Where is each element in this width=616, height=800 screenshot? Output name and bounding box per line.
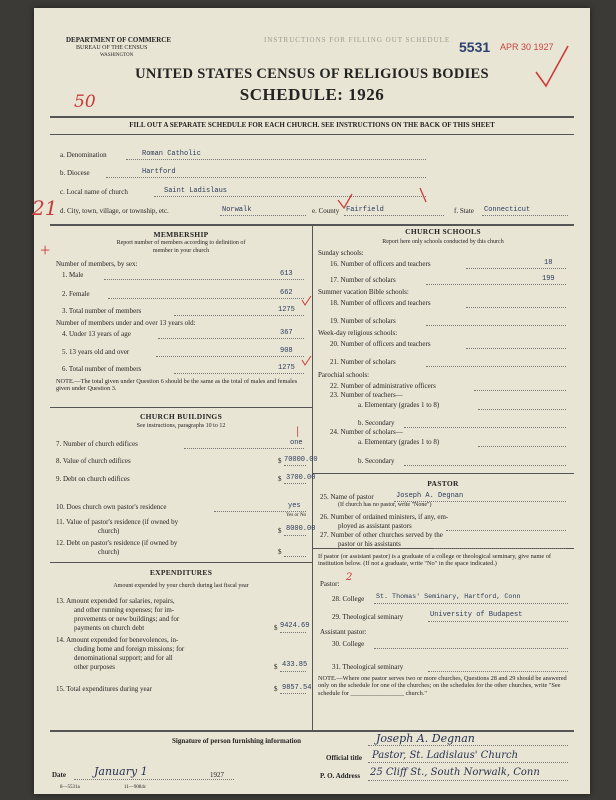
q29-label: 29. Theological seminary	[332, 613, 404, 621]
q14-value[interactable]: 433.85	[282, 661, 308, 669]
dept-name: DEPARTMENT OF COMMERCE	[66, 36, 172, 44]
q3-total-value[interactable]: 1275	[278, 306, 295, 314]
check-marks-icon	[300, 294, 314, 374]
q4-label: 4. Under 13 years of age	[62, 330, 131, 338]
q31-label: 31. Theological seminary	[332, 663, 404, 671]
margin-note-21: 21	[32, 196, 58, 220]
dollar-sign: $	[274, 663, 278, 671]
signature-label: Signature of person furnishing information	[172, 737, 301, 745]
q19-label: 19. Number of scholars	[330, 317, 396, 325]
q25-label: 25. Name of pastor	[320, 493, 374, 501]
q13-label-3: provements or new buildings; and for	[74, 615, 180, 623]
denomination-label: a. Denomination	[60, 151, 107, 159]
membership-title: MEMBERSHIP	[153, 230, 209, 239]
q2-label: 2. Female	[62, 290, 90, 298]
sunday-schools-label: Sunday schools:	[318, 249, 364, 257]
q15-value[interactable]: 9857.54	[282, 684, 312, 692]
state-label: f. State	[454, 207, 474, 215]
pastor-note: NOTE.—Where one pastor serves two or more churches, Questions 28 and 29 should be answered only on the schedule for one of the churches; on the schedules for the other churches, write "See schedule for _________________ church."	[318, 675, 567, 697]
q6-total-value[interactable]: 1275	[278, 364, 295, 372]
dollar-sign: $	[278, 475, 282, 483]
q14-label-2: cluding home and foreign missions; for	[74, 645, 185, 653]
q1-label: 1. Male	[62, 271, 84, 279]
check-marks-icon: 2	[346, 572, 353, 583]
pastor-title: PASTOR	[427, 479, 459, 488]
form-title: UNITED STATES CENSUS OF RELIGIOUS BODIES	[135, 66, 489, 82]
q24a-label: a. Elementary (grades 1 to 8)	[358, 438, 440, 446]
q3-label: 3. Total number of members	[62, 307, 142, 315]
q5-label: 5. 13 years old and over	[62, 348, 130, 356]
official-title-label: Official title	[326, 754, 362, 762]
county-label: e. County	[312, 207, 340, 215]
form-subtitle: SCHEDULE: 1926	[239, 85, 385, 104]
q27-label: 27. Number of other churches served by the	[320, 531, 443, 539]
q7-label: 7. Number of church edifices	[56, 440, 138, 448]
q30-label: 30. College	[332, 640, 365, 648]
expenditures-title: EXPENDITURES	[149, 568, 213, 577]
q24-label: 24. Number of scholars—	[330, 428, 403, 436]
q23b-label: b. Secondary	[358, 419, 395, 427]
denomination-value[interactable]: Roman Catholic	[142, 150, 201, 158]
q11-label: 11. Value of pastor's residence (if owned by	[56, 518, 179, 526]
membership-note: NOTE.—The total given under Question 6 should be the same as the total of males and females given under Question 3.	[56, 378, 298, 393]
ghost-text: INSTRUCTIONS FOR FILLING OUT SCHEDULE	[264, 36, 451, 44]
q4-under13-value[interactable]: 367	[280, 329, 293, 337]
signature-value[interactable]: Joseph A. Degnan	[376, 732, 475, 745]
q12-label-2: church)	[98, 548, 120, 556]
q20-label: 20. Number of officers and teachers	[330, 340, 431, 348]
print-number: 11—9084c	[124, 785, 147, 790]
q8-label: 8. Value of church edifices	[56, 457, 131, 465]
q13-label-4: payments on church debt	[74, 624, 145, 632]
city-label: d. City, town, village, or township, etc.	[60, 207, 169, 215]
official-title-value[interactable]: Pastor, St. Ladislaus' Church	[372, 750, 519, 761]
check-marks-icon	[334, 186, 444, 214]
pastor-seminary-value[interactable]: University of Budapest	[430, 611, 523, 619]
received-stamp: APR 30 1927	[500, 42, 554, 52]
schools-title: CHURCH SCHOOLS	[405, 227, 481, 236]
expenditures-intro: Amount expended by your church during last fiscal year	[113, 583, 249, 589]
q13-label: 13. Amount expended for salaries, repairs,	[56, 597, 175, 605]
q7-edifices-value[interactable]: one	[290, 439, 303, 447]
buildings-title: CHURCH BUILDINGS	[139, 412, 223, 421]
q2-female-value[interactable]: 662	[280, 289, 293, 297]
state-value[interactable]: Connecticut	[484, 206, 531, 214]
summer-schools-label: Summer vacation Bible schools:	[318, 288, 409, 296]
date-value[interactable]: January 1	[94, 765, 148, 778]
q6-label: 6. Total number of members	[62, 365, 142, 373]
q14-label-4: other purposes	[74, 663, 116, 671]
q15-label: 15. Total expenditures during year	[56, 685, 152, 693]
date-label: Date	[52, 771, 66, 779]
dollar-sign: $	[274, 624, 278, 632]
pastor-name-value[interactable]: Joseph A. Degnan	[396, 492, 464, 500]
buildings-intro: See instructions, paragraphs 10 to 12	[136, 423, 226, 429]
separate-schedule-instruction: FILL OUT A SEPARATE SCHEDULE FOR EACH CHURCH. SEE INSTRUCTIONS ON THE BACK OF THIS SHEET	[129, 121, 495, 129]
bureau-name: BUREAU OF THE CENSUS	[76, 45, 148, 51]
pastor-college-value[interactable]: St. Thomas' Seminary, Hartford, Conn	[376, 593, 521, 601]
q10-value[interactable]: yes	[288, 502, 301, 510]
parochial-schools-label: Parochial schools:	[318, 371, 370, 379]
dollar-sign: $	[278, 548, 282, 556]
under-over-label: Number of members under and over 13 years old:	[56, 319, 196, 327]
graduate-instruction: If pastor (or assistant pastor) is a graduate of a college or theological seminary, give name of institution below. (If not a graduate, write "No" in the space indicated.)	[318, 553, 552, 568]
q9-label: 9. Debt on church edifices	[56, 475, 130, 483]
q13-value[interactable]: 9424.69	[280, 622, 310, 630]
q16-label: 16. Number of officers and teachers	[330, 260, 431, 268]
dollar-sign: $	[278, 527, 282, 535]
q12-label: 12. Debt on pastor's residence (if owned by	[56, 539, 178, 547]
local-name-label: c. Local name of church	[60, 188, 128, 196]
q5-over13-value[interactable]: 908	[280, 347, 293, 355]
dollar-sign: $	[274, 685, 278, 693]
q13-label-2: and other running expenses; for im-	[74, 606, 175, 614]
county-value[interactable]: Fairfield	[346, 206, 384, 214]
diocese-label: b. Diocese	[60, 169, 90, 177]
q9-value[interactable]: 3700.00	[286, 474, 316, 482]
q17-label: 17. Number of scholars	[330, 276, 396, 284]
q14-label: 14. Amount expended for benevolences, in-	[56, 636, 179, 644]
po-address-label: P. O. Address	[320, 772, 361, 780]
diocese-value[interactable]: Hartford	[142, 168, 176, 176]
membership-intro: Report number of members according to definition of	[116, 240, 246, 246]
q11-value[interactable]: 8000.00	[286, 525, 316, 533]
q17-value[interactable]: 199	[542, 275, 555, 283]
q22-label: 22. Number of administrative officers	[330, 382, 436, 390]
q8-value[interactable]: 70000.00	[284, 456, 318, 464]
check-marks-icon: |	[296, 426, 300, 437]
dollar-sign: $	[278, 457, 282, 465]
q26-label-2: ployed as assistant pastors	[338, 522, 412, 530]
form-number: 8—5531a	[60, 785, 80, 790]
pastor-name-hint: (If church has no pastor, write "None")	[338, 502, 432, 508]
schools-intro: Report here only schools conducted by this church	[382, 239, 504, 245]
q16-value[interactable]: 18	[544, 259, 553, 267]
stamp-number: 5531	[459, 39, 491, 55]
q14-label-3: denominational support; and for all	[74, 654, 173, 662]
q18-label: 18. Number of officers and teachers	[330, 299, 431, 307]
q1-male-value[interactable]: 613	[280, 270, 293, 278]
q23-label: 23. Number of teachers—	[330, 391, 403, 399]
q26-label: 26. Number of ordained ministers, if any, em-	[320, 513, 449, 521]
q11-label-2: church)	[98, 527, 120, 535]
q28-label: 28. College	[332, 595, 365, 603]
census-schedule-sheet	[34, 8, 590, 794]
assistant-pastor-label: Assistant pastor:	[320, 628, 367, 636]
q24b-label: b. Secondary	[358, 457, 395, 465]
pastor-sub-label: Pastor:	[320, 580, 340, 588]
margin-note-50: 50	[74, 92, 96, 112]
q10-label: 10. Does church own pastor's residence	[56, 503, 167, 511]
margin-plus: +	[40, 240, 51, 260]
local-name-value[interactable]: Saint Ladislaus	[164, 187, 228, 195]
q23a-label: a. Elementary (grades 1 to 8)	[358, 401, 440, 409]
q21-label: 21. Number of scholars	[330, 358, 396, 366]
po-address-value[interactable]: 25 Cliff St., South Norwalk, Conn	[370, 767, 540, 778]
q27-label-2: pastor or his assistants	[338, 540, 401, 548]
city-name: WASHINGTON	[100, 53, 134, 58]
yes-no-hint: Yes or No	[286, 513, 307, 518]
members-by-sex-label: Number of members, by sex:	[56, 260, 138, 268]
date-year: 1927	[210, 771, 224, 779]
membership-intro-2: member in your church	[152, 248, 210, 254]
weekday-schools-label: Week-day religious schools:	[318, 329, 398, 337]
city-value[interactable]: Norwalk	[222, 206, 252, 214]
